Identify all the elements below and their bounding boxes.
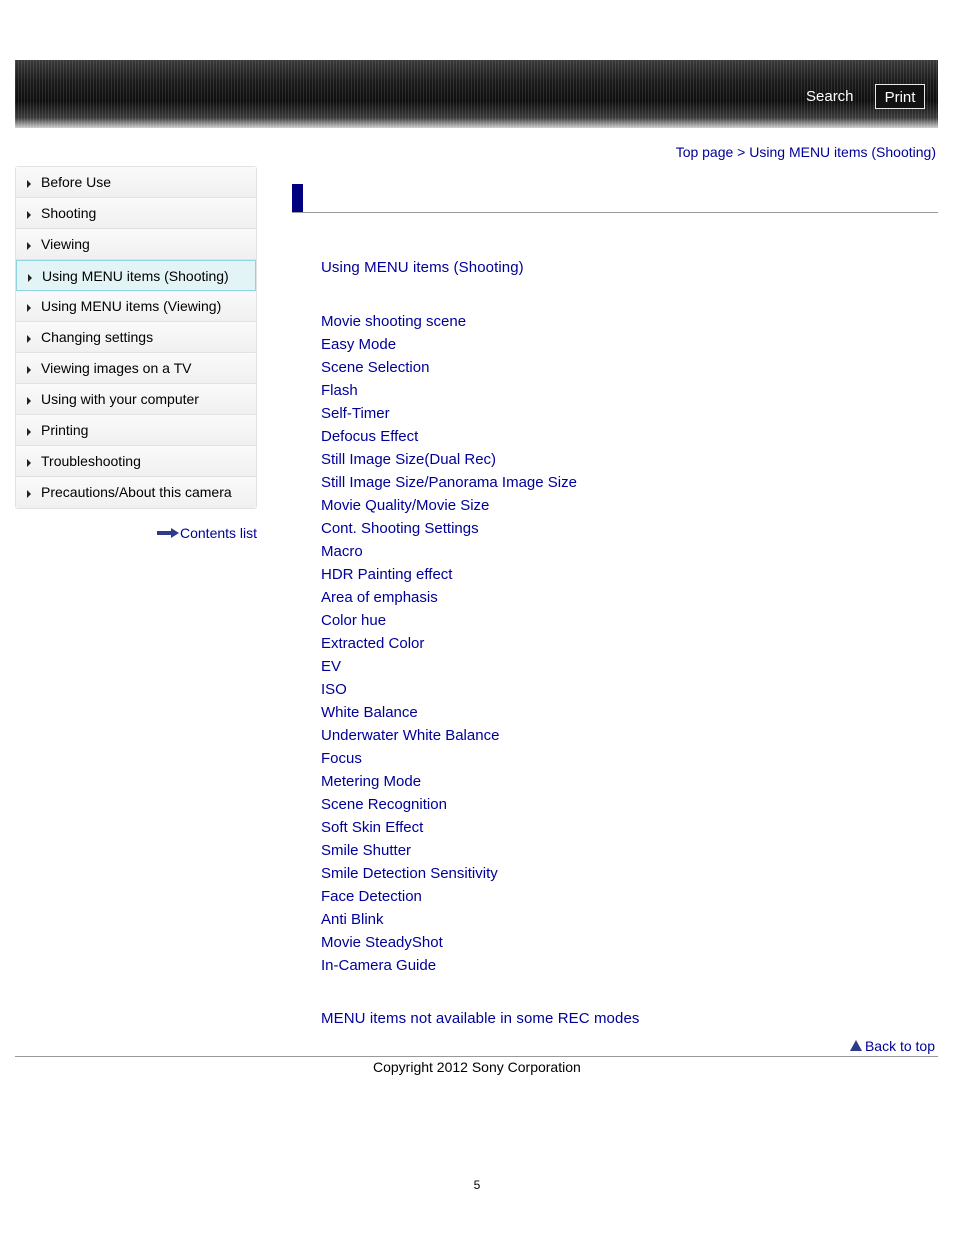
triangle-right-icon bbox=[27, 397, 31, 405]
list-item[interactable]: Still Image Size(Dual Rec) bbox=[321, 451, 497, 468]
breadcrumb-top-page[interactable]: Top page bbox=[675, 144, 734, 160]
list-item[interactable]: Area of emphasis bbox=[321, 589, 438, 606]
search-link[interactable]: Search bbox=[806, 88, 854, 105]
title-divider bbox=[292, 212, 938, 213]
sidebar-item-precautions[interactable] bbox=[16, 477, 256, 508]
list-item[interactable]: Metering Mode bbox=[321, 773, 422, 790]
list-item[interactable]: Face Detection bbox=[321, 888, 422, 905]
triangle-right-icon bbox=[27, 428, 31, 436]
list-item[interactable]: Smile Detection Sensitivity bbox=[321, 865, 498, 882]
sidebar-item-troubleshooting[interactable] bbox=[16, 446, 256, 477]
sidebar-item-viewing-on-tv[interactable] bbox=[16, 353, 256, 384]
header-bar bbox=[15, 60, 938, 128]
list-item[interactable]: White Balance bbox=[321, 704, 418, 721]
menu-items-list bbox=[321, 310, 577, 977]
list-item[interactable]: Movie Quality/Movie Size bbox=[321, 497, 490, 514]
sidebar-item-label: Using MENU items (Shooting) bbox=[42, 268, 229, 284]
print-button[interactable]: Print bbox=[875, 84, 925, 109]
triangle-right-icon bbox=[27, 459, 31, 467]
breadcrumb-current[interactable]: Using MENU items (Shooting) bbox=[749, 144, 936, 160]
list-item[interactable]: Self-Timer bbox=[321, 405, 390, 422]
list-item[interactable]: Color hue bbox=[321, 612, 387, 629]
list-item[interactable]: In-Camera Guide bbox=[321, 957, 437, 974]
list-item[interactable]: Still Image Size/Panorama Image Size bbox=[321, 474, 577, 491]
sidebar-nav bbox=[15, 166, 257, 509]
list-item[interactable]: HDR Painting effect bbox=[321, 566, 453, 583]
page-number: 5 bbox=[473, 1178, 481, 1192]
contents-list-label: Contents list bbox=[180, 525, 258, 541]
triangle-right-icon bbox=[27, 180, 31, 188]
list-item[interactable]: Focus bbox=[321, 750, 362, 767]
triangle-right-icon bbox=[27, 304, 31, 312]
sidebar-item-label: Changing settings bbox=[41, 329, 154, 345]
list-item[interactable]: Underwater White Balance bbox=[321, 727, 500, 744]
sidebar-item-changing-settings[interactable] bbox=[16, 322, 256, 353]
sidebar-item-label: Troubleshooting bbox=[41, 453, 141, 469]
sidebar-item-label: Precautions/About this camera bbox=[41, 484, 232, 500]
triangle-right-icon bbox=[28, 274, 32, 282]
triangle-up-icon bbox=[850, 1040, 862, 1051]
list-item[interactable]: Anti Blink bbox=[321, 911, 384, 928]
sidebar-item-label: Viewing bbox=[41, 236, 90, 252]
list-item[interactable]: EV bbox=[321, 658, 342, 675]
list-item[interactable]: Macro bbox=[321, 543, 363, 560]
copyright-text: Copyright 2012 Sony Corporation bbox=[373, 1059, 581, 1075]
triangle-right-icon bbox=[27, 335, 31, 343]
triangle-right-icon bbox=[27, 211, 31, 219]
sidebar-item-label: Shooting bbox=[41, 205, 97, 221]
triangle-right-icon bbox=[27, 366, 31, 374]
list-item[interactable]: Movie shooting scene bbox=[321, 313, 467, 330]
sidebar-item-viewing[interactable] bbox=[16, 229, 256, 260]
sidebar-item-label: Before Use bbox=[41, 174, 112, 190]
sidebar-item-before-use[interactable] bbox=[16, 167, 256, 198]
list-item[interactable]: Cont. Shooting Settings bbox=[321, 520, 479, 537]
list-item[interactable]: Extracted Color bbox=[321, 635, 425, 652]
unavailable-items-link[interactable]: MENU items not available in some REC modes bbox=[321, 1010, 640, 1027]
list-item[interactable]: Scene Selection bbox=[321, 359, 430, 376]
back-to-top-label: Back to top bbox=[864, 1038, 935, 1054]
list-item[interactable]: Easy Mode bbox=[321, 336, 397, 353]
sidebar-item-menu-shooting[interactable] bbox=[16, 260, 256, 291]
sidebar-item-label: Viewing images on a TV bbox=[41, 360, 192, 376]
arrow-right-icon bbox=[157, 528, 179, 538]
list-item[interactable]: Soft Skin Effect bbox=[321, 819, 424, 836]
section-link-menu-shooting[interactable]: Using MENU items (Shooting) bbox=[321, 259, 524, 276]
footer-divider bbox=[15, 1056, 938, 1057]
list-item[interactable]: ISO bbox=[321, 681, 347, 698]
list-item[interactable]: Defocus Effect bbox=[321, 428, 419, 445]
triangle-right-icon bbox=[27, 242, 31, 250]
sidebar-item-using-computer[interactable] bbox=[16, 384, 256, 415]
triangle-right-icon bbox=[27, 490, 31, 498]
sidebar-item-menu-viewing[interactable] bbox=[16, 291, 256, 322]
list-item[interactable]: Smile Shutter bbox=[321, 842, 412, 859]
sidebar-item-label: Using MENU items (Viewing) bbox=[41, 298, 222, 314]
breadcrumb-separator: > bbox=[733, 144, 750, 160]
sidebar-item-label: Using with your computer bbox=[41, 391, 199, 407]
list-item[interactable]: Scene Recognition bbox=[321, 796, 447, 813]
breadcrumb bbox=[676, 144, 936, 160]
list-item[interactable]: Flash bbox=[321, 382, 358, 399]
list-item[interactable]: Movie SteadyShot bbox=[321, 934, 443, 951]
title-marker bbox=[292, 184, 303, 212]
sidebar-item-printing[interactable] bbox=[16, 415, 256, 446]
back-to-top-link[interactable] bbox=[850, 1038, 935, 1054]
sidebar-item-shooting[interactable] bbox=[16, 198, 256, 229]
contents-list-link[interactable] bbox=[157, 525, 257, 541]
sidebar-item-label: Printing bbox=[41, 422, 89, 438]
